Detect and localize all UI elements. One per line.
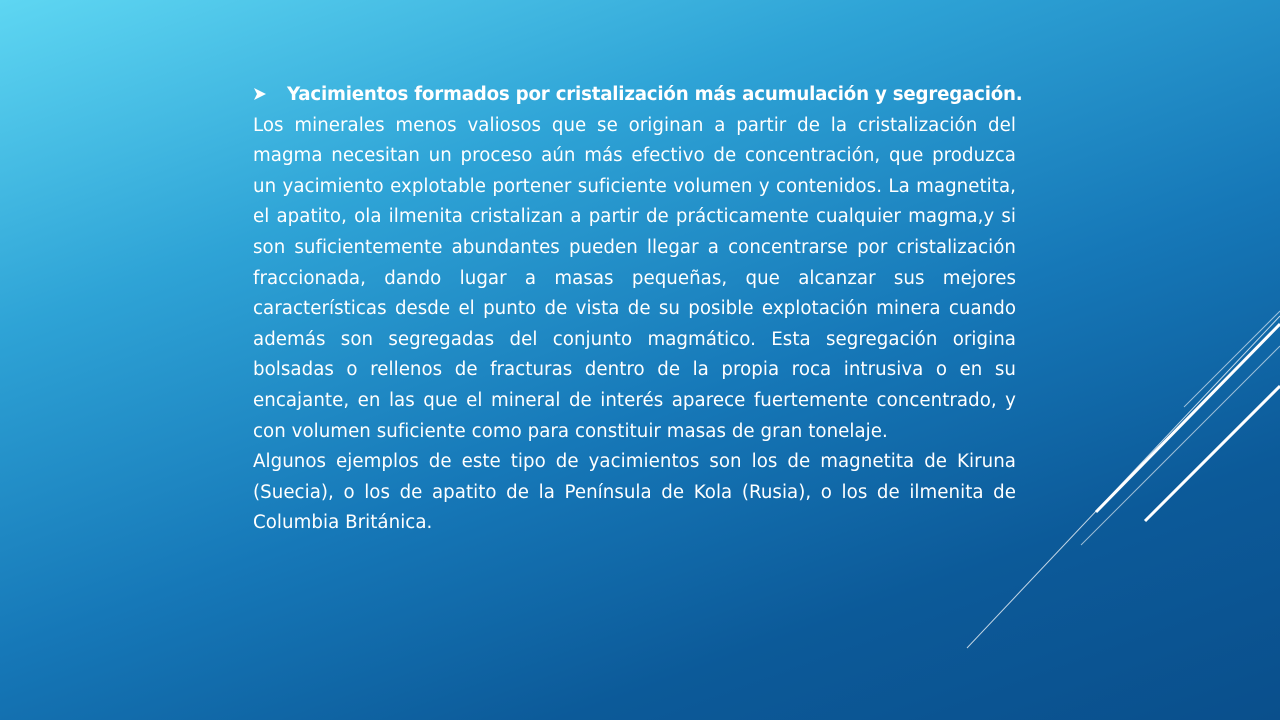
decor-line-thin-2 xyxy=(1081,346,1280,545)
decor-line-thin-3 xyxy=(1184,311,1280,407)
heading-text: Yacimientos formados por cristalización más acumulación y segregación. xyxy=(287,84,1023,105)
bullet-heading xyxy=(253,80,1023,111)
arrow-bullet-icon xyxy=(253,80,287,111)
body-paragraph-1: Los minerales menos valiosos que se originan a partir de la cristalización del magma necesitan un proceso aún más efectivo de concentración, que produzca un yacimiento explotable portener suficiente volumen y contenidos. La magnetita, el apatito, ola ilmenita cristalizan a partir de prácticamente cualquier magma,y si son suficientemente abundantes pueden llegar a concentrarse por cristalización fraccionada, dando lugar a masas pequeñas, que alcanzar sus mejores características desde el punto de vista de su posible explotación minera cuando además son segregadas del conjunto magmático. Esta segregación origina bolsadas o rellenos de fracturas dentro de la propia roca intrusiva o en su encajante, en las que el mineral de interés aparece fuertemente concentrado, y con volumen suficiente como para constituir masas de gran tonelaje. xyxy=(253,114,1016,442)
body-paragraph-2: Algunos ejemplos de este tipo de yacimientos son los de magnetita de Kiruna (Suecia), o los de apatito de la Península de Kola (Rusia), o los de ilmenita de Columbia Británica. xyxy=(253,451,1016,534)
decor-line-thick-1 xyxy=(1096,324,1280,512)
decor-line-thick-2 xyxy=(1145,386,1280,521)
text-body xyxy=(253,80,1023,539)
